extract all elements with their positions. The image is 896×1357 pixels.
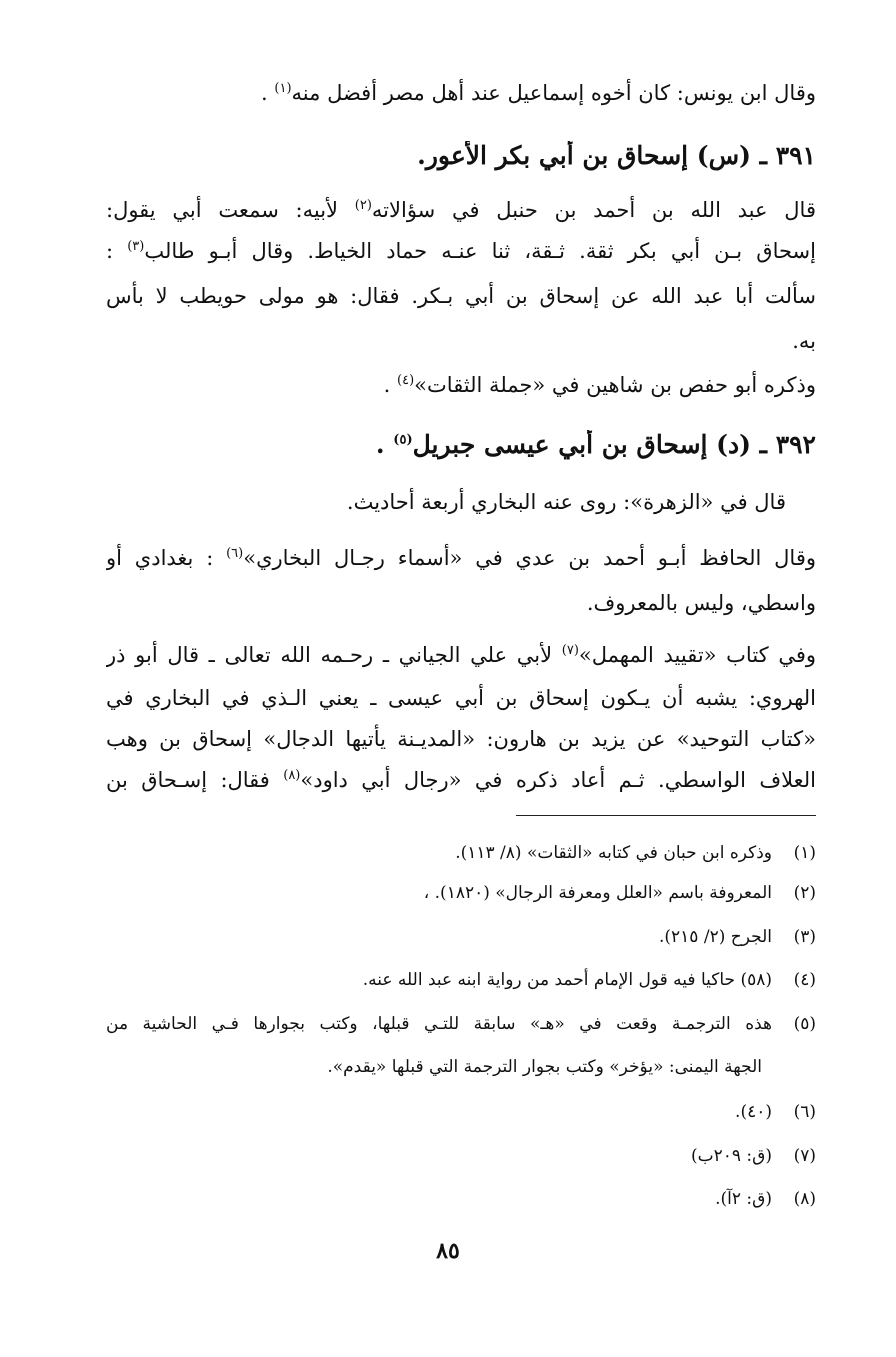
footnote-6 (106, 1099, 816, 1125)
text-line: قال عبد الله بن أحمد بن حنبل في سؤالاته$^{(٢)}$ لأبيه: سمعت أبي يقول: (106, 198, 816, 222)
footnote-2 (106, 880, 816, 906)
footnote-number: (٥) (793, 1014, 816, 1034)
text-line: العلاف الواسطي. ثـم أعاد ذكره في «رجال أبي داود»$^{(٨)}$ فقال: إسـحاق بن (106, 768, 816, 792)
footnote-text: (٤٠). (735, 1102, 772, 1122)
footnote-text: (ق: ٢٠٩ب) (690, 1146, 772, 1166)
text-line: «كتاب التوحيد» عن يزيد بن هارون: «المديـنة يأتيها الدجال» إسحاق بن وهب (106, 727, 816, 751)
footnote-7 (106, 1143, 816, 1169)
footnote-divider (516, 815, 816, 816)
footnote-ref[interactable]: (٦) (226, 546, 244, 561)
footnote-number: (٤) (793, 970, 816, 990)
footnote-3 (106, 924, 816, 950)
entry-heading-391: ٣٩١ ـ (س) إسحاق بن أبي بكر الأعور. (417, 141, 816, 170)
footnote-8 (106, 1186, 816, 1212)
footnote-5 (106, 1011, 816, 1037)
text-line: به. (792, 329, 816, 353)
footnote-text: هذه الترجمـة وقعت في «هـ» سابقة للتـي قبلها، وكتب بجوارها فـي الحاشية من (106, 1014, 772, 1034)
footnote-ref[interactable]: (٧) (561, 643, 579, 658)
footnote-5-continuation (106, 1054, 762, 1080)
text-line: واسطي، وليس بالمعروف. (586, 591, 816, 615)
footnote-ref[interactable]: (٢) (354, 198, 372, 213)
footnote-text: وذكره ابن حبان في كتابه «الثقات» (٨/ ١١٣). (455, 843, 772, 863)
text-line: وذكره أبو حفص بن شاهين في «جملة الثقات»$^{(٤)}$ . (383, 373, 816, 397)
text-line: قال في «الزهرة»: روى عنه البخاري أربعة أحاديث. (346, 490, 786, 514)
footnote-number: (٦) (793, 1102, 816, 1122)
page-number: ٨٥ (436, 1238, 460, 1264)
footnote-text: الجرح (٢/ ٢١٥). (658, 927, 772, 947)
text-line: سألت أبا عبد الله عن إسحاق بن أبي بـكر. فقال: هو مولى حويطب لا بأس (106, 284, 816, 308)
footnote-text: (٥٨) حاكيا فيه قول الإمام أحمد من رواية ابنه عبد الله عنه. (362, 970, 772, 990)
footnote-number: (١) (793, 843, 816, 863)
text-line: وقال الحافظ أبـو أحمد بن عدي في «أسماء رجـال البخاري»$^{(٦)}$ : بغدادي أو (106, 546, 816, 570)
footnote-number: (٨) (793, 1189, 816, 1209)
footnote-ref[interactable]: (٣) (127, 239, 145, 254)
footnote-number: (٧) (793, 1146, 816, 1166)
text-line: الهروي: يشبه أن يـكون إسحاق بن أبي عيسى ـ يعني الـذي في البخاري في (106, 686, 816, 710)
footnote-ref[interactable]: (٤) (397, 373, 415, 388)
footnote-ref[interactable]: (١) (274, 81, 292, 96)
footnote-4 (106, 967, 816, 993)
footnote-text: المعروفة باسم «العلل ومعرفة الرجال» (١٨٢٠). ، (423, 883, 772, 903)
footnote-ref[interactable]: (٥) (393, 432, 413, 448)
footnote-number: (٢) (793, 883, 816, 903)
footnote-text: (ق: ٢آ). (715, 1189, 772, 1209)
entry-heading-392: ٣٩٢ ـ (د) إسحاق بن أبي عيسى جبريل$^{(٥)}$ . (375, 430, 816, 459)
text-line: إسحاق بـن أبي بكر ثقة. ثـقة، ثنا عنـه حماد الخياط. وقال أبـو طالب$^{(٣)}$ : (106, 239, 816, 263)
text-line: وقال ابن يونس: كان أخوه إسماعيل عند أهل مصر أفضل منه$^{(١)}$ . (261, 81, 816, 105)
text-line: وفي كتاب «تقييد المهمل»$^{(٧)}$ لأبي علي الجياني ـ رحـمه الله تعالى ـ قال أبو ذر (106, 643, 816, 667)
footnote-text: الجهة اليمنى: «يؤخر» وكتب بجوار الترجمة التي قبلها «يقدم». (327, 1057, 762, 1077)
footnote-number: (٣) (793, 927, 816, 947)
footnote-ref[interactable]: (٨) (283, 768, 301, 783)
footnote-1 (106, 840, 816, 866)
